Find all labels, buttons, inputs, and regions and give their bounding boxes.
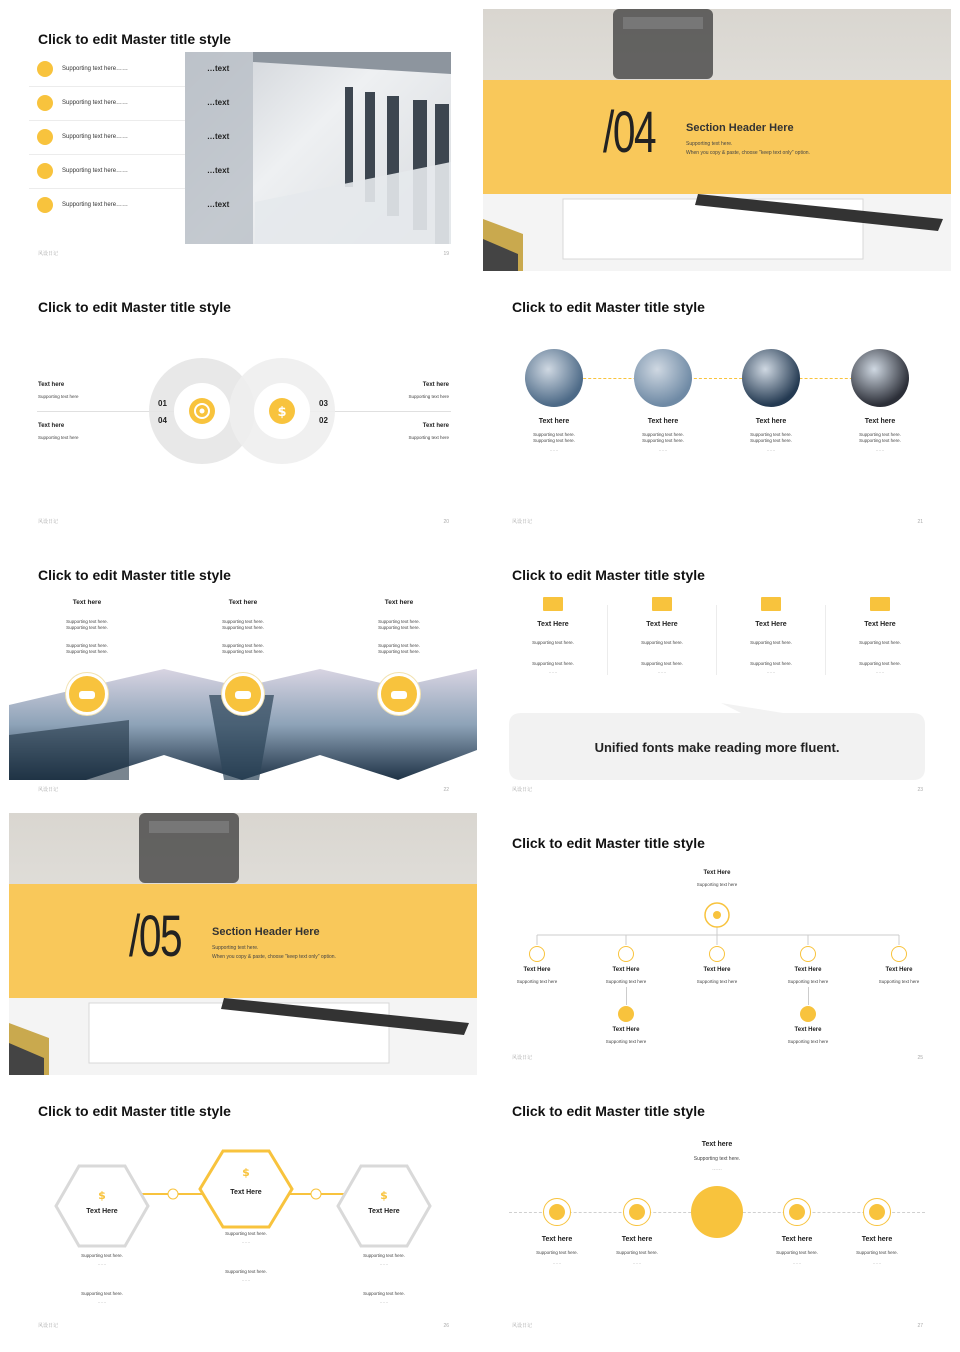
people-icon-fill — [629, 1204, 645, 1220]
col-text: Supporting text here. — [859, 661, 901, 666]
page-number: 22 — [443, 787, 449, 793]
page-number: 19 — [443, 251, 449, 257]
svg-text:$: $ — [277, 405, 287, 420]
hex-title: Text Here — [86, 1208, 118, 1215]
item-text: Supporting text here. — [856, 1250, 898, 1255]
list-text: Supporting text here…… — [62, 202, 129, 208]
item-text: Supporting text here. — [750, 432, 792, 437]
footer-logo: 风设日记 — [38, 1323, 59, 1329]
building-circle-photo — [742, 349, 800, 407]
col-divider — [825, 605, 826, 675]
sub-text: Supporting text here — [605, 1039, 647, 1044]
hex-text: Supporting text here. — [225, 1269, 267, 1274]
item-title: Text here — [864, 418, 896, 425]
col-title: Text Here — [755, 621, 787, 628]
row-divider — [29, 188, 185, 189]
sub-connector — [626, 987, 627, 1005]
footer-logo: 风设日记 — [512, 519, 533, 525]
item-text: Supporting text here — [38, 394, 79, 399]
hex-title: Text Here — [230, 1189, 262, 1196]
footer-logo: 风设日记 — [38, 519, 59, 525]
node-title: Text Here — [794, 967, 822, 973]
slide-19 — [9, 9, 477, 271]
list-label: …text — [207, 98, 230, 107]
list-text: Supporting text here…… — [62, 168, 129, 174]
item-title: Text here — [621, 1236, 653, 1243]
col-text: Supporting text here. — [750, 661, 792, 666]
row-divider — [29, 154, 185, 155]
slide-27 — [483, 1081, 951, 1343]
col-dots: …… — [548, 669, 558, 674]
section-slide-04 — [483, 9, 951, 271]
hex-dots: …… — [241, 1239, 251, 1244]
header-band — [9, 884, 477, 998]
svg-text:$: $ — [98, 1189, 106, 1202]
node-title: Text Here — [612, 967, 640, 973]
monitor-icon — [761, 597, 781, 611]
item-text: Supporting text here. — [616, 1250, 658, 1255]
col-title: Text here — [228, 599, 258, 606]
slide-23 — [483, 545, 951, 807]
item-title: Text here — [422, 382, 449, 388]
slide-21 — [483, 277, 951, 539]
infinity-icon — [37, 61, 53, 77]
hex-title: Text Here — [368, 1208, 400, 1215]
page-number: 25 — [917, 1055, 923, 1061]
car-body — [79, 691, 95, 699]
col-text: Supporting text here. — [532, 661, 574, 666]
top-text: Supporting text here. — [693, 1156, 741, 1162]
col-dots: …… — [657, 669, 667, 674]
list-label: …text — [207, 64, 230, 73]
slide-title: Click to edit Master title style — [512, 299, 705, 315]
list-label: …text — [207, 200, 230, 209]
footer-logo: 风设日记 — [38, 251, 59, 257]
hex-text: Supporting text here. — [225, 1231, 267, 1236]
col-title: Text here — [72, 599, 102, 606]
connector-line — [553, 378, 883, 379]
col-text: Supporting text here. — [66, 619, 108, 624]
page-number: 23 — [917, 787, 923, 793]
col-text: Supporting text here. — [378, 619, 420, 624]
item-dots: …… — [549, 447, 559, 452]
sub-title: Text Here — [612, 1027, 640, 1033]
row-divider — [29, 86, 185, 87]
item-title: Text here — [647, 418, 679, 425]
node-icon — [891, 946, 907, 962]
section-support-2: When you copy & paste, choose "keep text only" option. — [212, 954, 336, 960]
hex-text: Supporting text here. — [81, 1253, 123, 1258]
item-title: Text here — [538, 418, 570, 425]
col-text: Supporting text here. — [859, 640, 901, 645]
item-text: Supporting text here. — [533, 438, 575, 443]
slide-25 — [483, 813, 951, 1075]
col-divider — [607, 605, 608, 675]
sub-title: Text Here — [794, 1027, 822, 1033]
col-text: Supporting text here. — [66, 643, 108, 648]
item-text: Supporting text here. — [642, 432, 684, 437]
node-text: Supporting text here — [696, 979, 738, 984]
top-title: Text here — [701, 1141, 733, 1148]
section-slide-05 — [9, 813, 477, 1075]
monitor-icon — [870, 597, 890, 611]
header-band — [483, 80, 951, 194]
item-text: Supporting text here. — [642, 438, 684, 443]
item-text: Supporting text here. — [750, 438, 792, 443]
node-text: Supporting text here — [605, 979, 647, 984]
col-dots: …… — [875, 669, 885, 674]
node-icon — [618, 946, 634, 962]
infinity-icon — [37, 95, 53, 111]
item-title: Text here — [541, 1236, 573, 1243]
node-title: Text Here — [523, 967, 551, 973]
hex-dots: …… — [241, 1277, 251, 1282]
item-title: Text here — [781, 1236, 813, 1243]
footer-logo: 风设日记 — [38, 787, 59, 793]
item-dots: …… — [875, 447, 885, 452]
page-number: 26 — [443, 1323, 449, 1329]
top-dots: …… — [712, 1166, 722, 1172]
item-text: Supporting text here. — [536, 1250, 578, 1255]
page-number: 20 — [443, 519, 449, 525]
section-number: /05 — [129, 904, 182, 969]
infinity-icon — [37, 197, 53, 213]
car-icon — [378, 673, 420, 715]
node-title: Text Here — [703, 967, 731, 973]
item-text: Supporting text here. — [859, 432, 901, 437]
num-02: 02 — [319, 416, 328, 425]
hex-dots: …… — [97, 1261, 107, 1266]
col-text: Supporting text here. — [532, 640, 574, 645]
col-text: Supporting text here. — [222, 643, 264, 648]
item-dots: …… — [766, 447, 776, 452]
item-dots: …… — [872, 1260, 882, 1265]
node-icon — [529, 946, 545, 962]
section-number: /04 — [603, 100, 656, 165]
col-text: Supporting text here. — [378, 625, 420, 630]
list-label: …text — [207, 132, 230, 141]
sub-node-icon — [800, 1006, 816, 1022]
org-chart-lines — [483, 813, 951, 1075]
hex-dots: …… — [379, 1261, 389, 1266]
col-text: Supporting text here. — [66, 625, 108, 630]
col-title: Text Here — [864, 621, 896, 628]
item-text: Supporting text here — [408, 435, 449, 440]
slide-title: Click to edit Master title style — [38, 299, 231, 315]
node-text: Supporting text here — [516, 979, 558, 984]
col-divider — [716, 605, 717, 675]
slide-title: Click to edit Master title style — [38, 31, 231, 47]
svg-text:$: $ — [380, 1189, 388, 1202]
bubble-text: Unified fonts make reading more fluent. — [594, 740, 840, 755]
slide-26 — [9, 1081, 477, 1343]
hex-dots: …… — [379, 1299, 389, 1304]
slide-title: Click to edit Master title style — [512, 835, 705, 851]
venn-diagram — [9, 277, 477, 539]
building-circle-photo — [525, 349, 583, 407]
node-text: Supporting text here — [787, 979, 829, 984]
item-text: Supporting text here. — [776, 1250, 818, 1255]
slide-title: Click to edit Master title style — [38, 567, 231, 583]
node-text: Supporting text here — [878, 979, 920, 984]
architecture-image — [185, 52, 451, 244]
num-03: 03 — [319, 399, 328, 408]
col-text: Supporting text here. — [641, 640, 683, 645]
col-title: Text Here — [646, 621, 678, 628]
col-text: Supporting text here. — [641, 661, 683, 666]
page-number: 27 — [917, 1323, 923, 1329]
monitor-icon — [543, 597, 563, 611]
section-header: Section Header Here — [686, 122, 794, 134]
item-dots: …… — [552, 1260, 562, 1265]
top-text: Supporting text here — [696, 882, 738, 887]
section-support-1: Supporting text here. — [212, 945, 259, 951]
section-header: Section Header Here — [212, 926, 320, 938]
hex-text: Supporting text here. — [363, 1291, 405, 1296]
hex-text: Supporting text here. — [81, 1291, 123, 1296]
footer-logo: 风设日记 — [512, 1055, 533, 1061]
car-icon — [66, 673, 108, 715]
section-support-1: Supporting text here. — [686, 141, 733, 147]
item-dots: …… — [658, 447, 668, 452]
slide-title: Click to edit Master title style — [512, 1103, 705, 1119]
item-title: Text here — [38, 423, 65, 429]
item-title: Text here — [861, 1236, 893, 1243]
center-people-icon — [691, 1186, 743, 1238]
slide-22 — [9, 545, 477, 807]
item-text: Supporting text here. — [533, 432, 575, 437]
list-text: Supporting text here…… — [62, 134, 129, 140]
list-text: Supporting text here…… — [62, 100, 129, 106]
people-icon-fill — [549, 1204, 565, 1220]
car-icon — [222, 673, 264, 715]
item-text: Supporting text here — [408, 394, 449, 399]
svg-text:$: $ — [242, 1166, 250, 1179]
item-text: Supporting text here — [38, 435, 79, 440]
top-title: Text Here — [703, 870, 731, 876]
col-text: Supporting text here. — [222, 625, 264, 630]
col-text: Supporting text here. — [222, 649, 264, 654]
list-text: Supporting text here…… — [62, 66, 129, 72]
col-text: Supporting text here. — [222, 619, 264, 624]
col-title: Text here — [384, 599, 414, 606]
building-circle-photo — [851, 349, 909, 407]
col-title: Text Here — [537, 621, 569, 628]
node-icon — [800, 946, 816, 962]
item-dots: …… — [632, 1260, 642, 1265]
item-text: Supporting text here. — [859, 438, 901, 443]
item-dots: …… — [792, 1260, 802, 1265]
num-01: 01 — [158, 399, 167, 408]
footer-logo: 风设日记 — [512, 1323, 533, 1329]
item-title: Text here — [38, 382, 65, 388]
infinity-icon — [37, 129, 53, 145]
people-icon-fill — [789, 1204, 805, 1220]
hex-dots: …… — [97, 1299, 107, 1304]
item-title: Text here — [422, 423, 449, 429]
sub-text: Supporting text here — [787, 1039, 829, 1044]
col-text: Supporting text here. — [750, 640, 792, 645]
infinity-icon — [37, 163, 53, 179]
node-title: Text Here — [885, 967, 913, 973]
slide-title: Click to edit Master title style — [38, 1103, 231, 1119]
col-text: Supporting text here. — [378, 649, 420, 654]
footer-logo: 风设日记 — [512, 787, 533, 793]
sub-node-icon — [618, 1006, 634, 1022]
hex-text: Supporting text here. — [363, 1253, 405, 1258]
slide-title: Click to edit Master title style — [512, 567, 705, 583]
building-photo — [185, 52, 451, 244]
car-body — [235, 691, 251, 699]
item-title: Text here — [755, 418, 787, 425]
people-icon-fill — [869, 1204, 885, 1220]
col-text: Supporting text here. — [66, 649, 108, 654]
node-icon — [709, 946, 725, 962]
row-divider — [29, 120, 185, 121]
monitor-icon — [652, 597, 672, 611]
col-text: Supporting text here. — [378, 643, 420, 648]
slide-20 — [9, 277, 477, 539]
building-circle-photo — [634, 349, 692, 407]
page-number: 21 — [917, 519, 923, 525]
section-support-2: When you copy & paste, choose "keep text only" option. — [686, 150, 810, 156]
sub-connector — [808, 987, 809, 1005]
num-04: 04 — [158, 416, 167, 425]
car-body — [391, 691, 407, 699]
list-label: …text — [207, 166, 230, 175]
col-dots: …… — [766, 669, 776, 674]
